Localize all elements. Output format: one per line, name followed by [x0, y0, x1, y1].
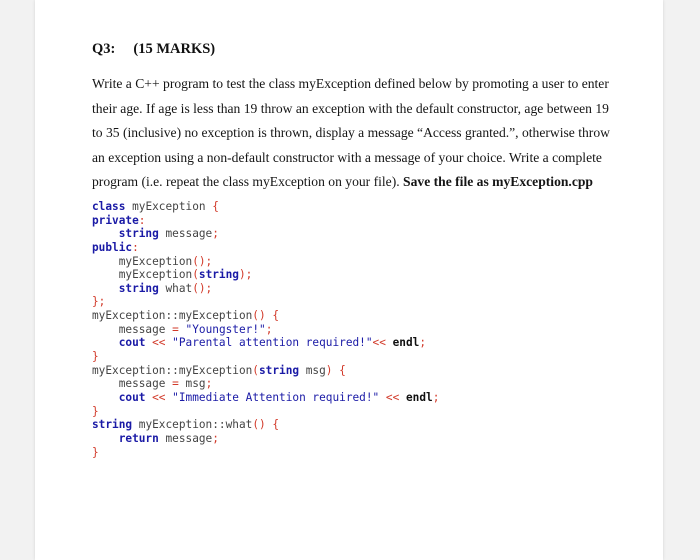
paragraph-line: an exception using a non-default constructor with a message of your choice. Write a complete	[92, 149, 602, 165]
code-line: class myException {	[92, 200, 219, 213]
code-line: cout << "Immediate Attention required!" << endl;	[118, 390, 440, 404]
code-identifier: message	[118, 322, 166, 336]
save-instruction: Save the file as myException.cpp	[403, 174, 593, 190]
code-identifier: what	[165, 281, 193, 295]
code-line: string message;	[118, 227, 219, 241]
code-block	[92, 200, 439, 459]
code-line: }	[92, 404, 99, 418]
code-identifier: myException	[118, 268, 193, 282]
code-line: myException();	[118, 254, 213, 268]
code-identifier: message	[165, 431, 213, 445]
code-line: string myException::what() {	[92, 418, 280, 432]
code-keyword: cout	[118, 390, 146, 404]
question-marks: (15 MARKS)	[133, 41, 216, 57]
code-identifier: msg	[305, 363, 326, 377]
code-line: private:	[92, 213, 146, 227]
code-identifier: msg	[185, 377, 206, 391]
code-identifier: myException::what	[138, 418, 253, 432]
code-keyword: endl	[392, 336, 420, 350]
code-line: };	[92, 295, 106, 309]
code-line: }	[92, 445, 99, 459]
code-keyword: public	[92, 240, 133, 254]
code-keyword: return	[118, 431, 159, 445]
code-line: message = msg;	[118, 377, 213, 391]
code-line: myException(string);	[118, 268, 253, 282]
paragraph-line: their age. If age is less than 19 throw an exception with the default constructor, age between 19	[92, 100, 609, 116]
code-line: message = "Youngster!";	[118, 322, 273, 336]
question-heading	[92, 41, 215, 58]
document-page	[35, 0, 663, 560]
code-keyword: endl	[405, 390, 433, 404]
code-line: cout << "Parental attention required!"<< endl;	[118, 336, 426, 350]
code-keyword: string	[118, 281, 159, 295]
paragraph-text: program (i.e. repeat the class myException on your file).	[92, 174, 404, 190]
question-paragraph	[92, 72, 612, 195]
code-keyword: cout	[118, 336, 146, 350]
paragraph-line: Write a C++ program to test the class myException defined below by promoting a user to enter	[92, 76, 609, 91]
code-keyword: string	[198, 268, 239, 282]
code-string: "Youngster!"	[185, 322, 266, 336]
code-keyword: string	[118, 227, 159, 241]
code-identifier: message	[165, 227, 213, 241]
code-identifier: myException	[132, 200, 206, 213]
code-line: myException::myException() {	[92, 309, 280, 323]
code-line: return message;	[118, 431, 219, 445]
question-number: Q3:	[92, 41, 116, 57]
code-string: "Immediate Attention required!"	[172, 390, 380, 404]
paragraph-line	[92, 170, 612, 195]
code-identifier: myException	[118, 254, 193, 268]
code-line: myException::myException(string msg) {	[92, 363, 346, 377]
code-line: public:	[92, 240, 139, 254]
code-keyword: string	[92, 418, 133, 432]
code-keyword: private	[92, 213, 139, 227]
code-line: string what();	[118, 281, 213, 295]
code-identifier: message	[118, 377, 166, 391]
code-keyword: string	[258, 363, 300, 377]
code-line: }	[92, 350, 99, 364]
code-string: "Parental attention required!"	[172, 336, 373, 350]
code-identifier: myException::myException	[92, 363, 253, 377]
code-identifier: myException::myException	[92, 309, 253, 323]
code-keyword: class	[92, 200, 126, 213]
paragraph-line: to 35 (inclusive) no exception is thrown, display a message “Access granted.”, otherwise throw	[92, 125, 610, 141]
